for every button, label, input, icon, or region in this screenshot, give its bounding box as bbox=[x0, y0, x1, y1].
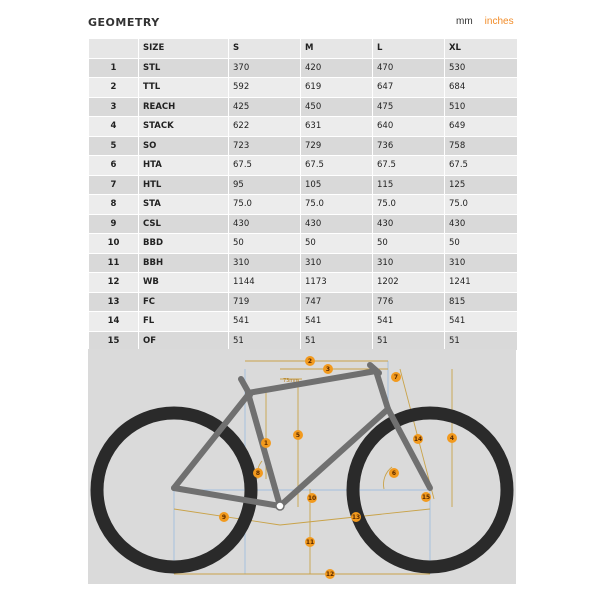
row-index: 2 bbox=[89, 78, 139, 98]
row-label: SO bbox=[139, 136, 229, 156]
value-xl: 758 bbox=[445, 136, 517, 156]
header-s: S bbox=[229, 39, 301, 58]
svg-text:3: 3 bbox=[325, 366, 331, 373]
table-row bbox=[89, 312, 517, 332]
svg-text:2: 2 bbox=[307, 358, 313, 365]
table-row bbox=[89, 117, 517, 137]
value-m: 51 bbox=[301, 331, 373, 351]
value-s: 622 bbox=[229, 117, 301, 137]
svg-text:12: 12 bbox=[325, 571, 335, 578]
top-tube bbox=[248, 371, 376, 393]
svg-text:13: 13 bbox=[351, 514, 361, 521]
chain-stay bbox=[174, 488, 280, 506]
value-s: 425 bbox=[229, 97, 301, 117]
value-m: 105 bbox=[301, 175, 373, 195]
value-xl: 50 bbox=[445, 234, 517, 254]
value-s: 75.0 bbox=[229, 195, 301, 215]
down-tube bbox=[280, 409, 388, 506]
table-header-row bbox=[89, 39, 517, 58]
value-m: 75.0 bbox=[301, 195, 373, 215]
row-label: REACH bbox=[139, 97, 229, 117]
value-s: 50 bbox=[229, 234, 301, 254]
header-index bbox=[89, 39, 139, 58]
row-label: FL bbox=[139, 312, 229, 332]
value-m: 420 bbox=[301, 58, 373, 78]
header-m: M bbox=[301, 39, 373, 58]
table-row bbox=[89, 234, 517, 254]
marker-6 bbox=[389, 468, 399, 478]
bike-geometry-diagram bbox=[88, 349, 516, 584]
value-m: 631 bbox=[301, 117, 373, 137]
marker-5 bbox=[293, 430, 303, 440]
marker-14 bbox=[413, 434, 423, 444]
head-tube bbox=[376, 371, 388, 409]
header-l: L bbox=[373, 39, 445, 58]
marker-9 bbox=[219, 512, 229, 522]
label-73mm: 73mm bbox=[282, 378, 300, 384]
row-index: 15 bbox=[89, 331, 139, 351]
svg-text:8: 8 bbox=[255, 470, 261, 477]
value-xl: 649 bbox=[445, 117, 517, 137]
row-index: 11 bbox=[89, 253, 139, 273]
header-xl: XL bbox=[445, 39, 517, 58]
row-label: FC bbox=[139, 292, 229, 312]
marker-13 bbox=[351, 512, 361, 522]
value-xl: 1241 bbox=[445, 273, 517, 293]
row-index: 13 bbox=[89, 292, 139, 312]
row-index: 8 bbox=[89, 195, 139, 215]
value-s: 719 bbox=[229, 292, 301, 312]
value-xl: 815 bbox=[445, 292, 517, 312]
value-xl: 530 bbox=[445, 58, 517, 78]
unit-inches-option[interactable]: inches bbox=[484, 16, 514, 27]
value-l: 115 bbox=[373, 175, 445, 195]
marker-10 bbox=[307, 493, 317, 503]
svg-text:9: 9 bbox=[221, 514, 227, 521]
row-label: WB bbox=[139, 273, 229, 293]
row-index: 14 bbox=[89, 312, 139, 332]
value-xl: 310 bbox=[445, 253, 517, 273]
row-label: BBD bbox=[139, 234, 229, 254]
row-index: 9 bbox=[89, 214, 139, 234]
row-label: STL bbox=[139, 58, 229, 78]
value-l: 475 bbox=[373, 97, 445, 117]
unit-mm-option[interactable]: mm bbox=[456, 16, 473, 27]
row-index: 12 bbox=[89, 273, 139, 293]
svg-text:6: 6 bbox=[391, 470, 397, 477]
row-label: OF bbox=[139, 331, 229, 351]
row-index: 4 bbox=[89, 117, 139, 137]
table-row bbox=[89, 175, 517, 195]
table-row bbox=[89, 292, 517, 312]
value-m: 1173 bbox=[301, 273, 373, 293]
value-s: 51 bbox=[229, 331, 301, 351]
marker-3 bbox=[323, 364, 333, 374]
value-xl: 430 bbox=[445, 214, 517, 234]
value-m: 729 bbox=[301, 136, 373, 156]
value-s: 310 bbox=[229, 253, 301, 273]
value-xl: 684 bbox=[445, 78, 517, 98]
unit-toggle bbox=[456, 16, 514, 27]
bike-diagram-svg bbox=[88, 349, 516, 584]
svg-text:1: 1 bbox=[263, 440, 269, 447]
value-l: 470 bbox=[373, 58, 445, 78]
marker-1 bbox=[261, 438, 271, 448]
seat-post bbox=[241, 379, 250, 395]
value-l: 776 bbox=[373, 292, 445, 312]
value-l: 430 bbox=[373, 214, 445, 234]
row-index: 5 bbox=[89, 136, 139, 156]
marker-15 bbox=[421, 492, 431, 502]
header-size: SIZE bbox=[139, 39, 229, 58]
value-m: 310 bbox=[301, 253, 373, 273]
value-m: 67.5 bbox=[301, 156, 373, 176]
marker-7 bbox=[391, 372, 401, 382]
value-l: 647 bbox=[373, 78, 445, 98]
row-label: STACK bbox=[139, 117, 229, 137]
value-xl: 67.5 bbox=[445, 156, 517, 176]
row-label: STA bbox=[139, 195, 229, 215]
marker-4 bbox=[447, 433, 457, 443]
marker-8 bbox=[253, 468, 263, 478]
value-l: 75.0 bbox=[373, 195, 445, 215]
row-index: 3 bbox=[89, 97, 139, 117]
marker-11 bbox=[305, 537, 315, 547]
value-xl: 75.0 bbox=[445, 195, 517, 215]
svg-text:14: 14 bbox=[413, 436, 423, 443]
geometry-table bbox=[88, 39, 517, 351]
value-m: 747 bbox=[301, 292, 373, 312]
table-row bbox=[89, 253, 517, 273]
table-row bbox=[89, 156, 517, 176]
value-s: 592 bbox=[229, 78, 301, 98]
value-s: 723 bbox=[229, 136, 301, 156]
table-row bbox=[89, 195, 517, 215]
value-xl: 51 bbox=[445, 331, 517, 351]
svg-text:7: 7 bbox=[393, 374, 399, 381]
value-s: 1144 bbox=[229, 273, 301, 293]
value-l: 541 bbox=[373, 312, 445, 332]
value-l: 51 bbox=[373, 331, 445, 351]
table-row bbox=[89, 78, 517, 98]
svg-text:5: 5 bbox=[295, 432, 301, 439]
svg-text:10: 10 bbox=[307, 495, 317, 502]
value-l: 50 bbox=[373, 234, 445, 254]
svg-text:15: 15 bbox=[421, 494, 431, 501]
table-row bbox=[89, 58, 517, 78]
table-row bbox=[89, 136, 517, 156]
value-l: 640 bbox=[373, 117, 445, 137]
row-index: 6 bbox=[89, 156, 139, 176]
row-label: HTA bbox=[139, 156, 229, 176]
marker-12 bbox=[325, 569, 335, 579]
value-l: 1202 bbox=[373, 273, 445, 293]
value-l: 310 bbox=[373, 253, 445, 273]
bottom-bracket bbox=[276, 502, 284, 510]
value-m: 619 bbox=[301, 78, 373, 98]
row-index: 10 bbox=[89, 234, 139, 254]
dim-fl bbox=[400, 369, 434, 499]
row-label: HTL bbox=[139, 175, 229, 195]
row-label: BBH bbox=[139, 253, 229, 273]
value-m: 541 bbox=[301, 312, 373, 332]
value-l: 736 bbox=[373, 136, 445, 156]
table-row bbox=[89, 214, 517, 234]
value-xl: 125 bbox=[445, 175, 517, 195]
value-m: 430 bbox=[301, 214, 373, 234]
value-s: 430 bbox=[229, 214, 301, 234]
value-s: 67.5 bbox=[229, 156, 301, 176]
row-index: 1 bbox=[89, 58, 139, 78]
table-row bbox=[89, 273, 517, 293]
svg-text:4: 4 bbox=[449, 435, 455, 442]
marker-2 bbox=[305, 356, 315, 366]
value-s: 95 bbox=[229, 175, 301, 195]
table-row bbox=[89, 331, 517, 351]
value-l: 67.5 bbox=[373, 156, 445, 176]
value-s: 541 bbox=[229, 312, 301, 332]
geometry-title: GEOMETRY bbox=[88, 16, 160, 29]
row-index: 7 bbox=[89, 175, 139, 195]
table-row bbox=[89, 97, 517, 117]
svg-text:11: 11 bbox=[305, 539, 315, 546]
row-label: TTL bbox=[139, 78, 229, 98]
value-s: 370 bbox=[229, 58, 301, 78]
value-m: 450 bbox=[301, 97, 373, 117]
value-xl: 541 bbox=[445, 312, 517, 332]
value-xl: 510 bbox=[445, 97, 517, 117]
value-m: 50 bbox=[301, 234, 373, 254]
row-label: CSL bbox=[139, 214, 229, 234]
